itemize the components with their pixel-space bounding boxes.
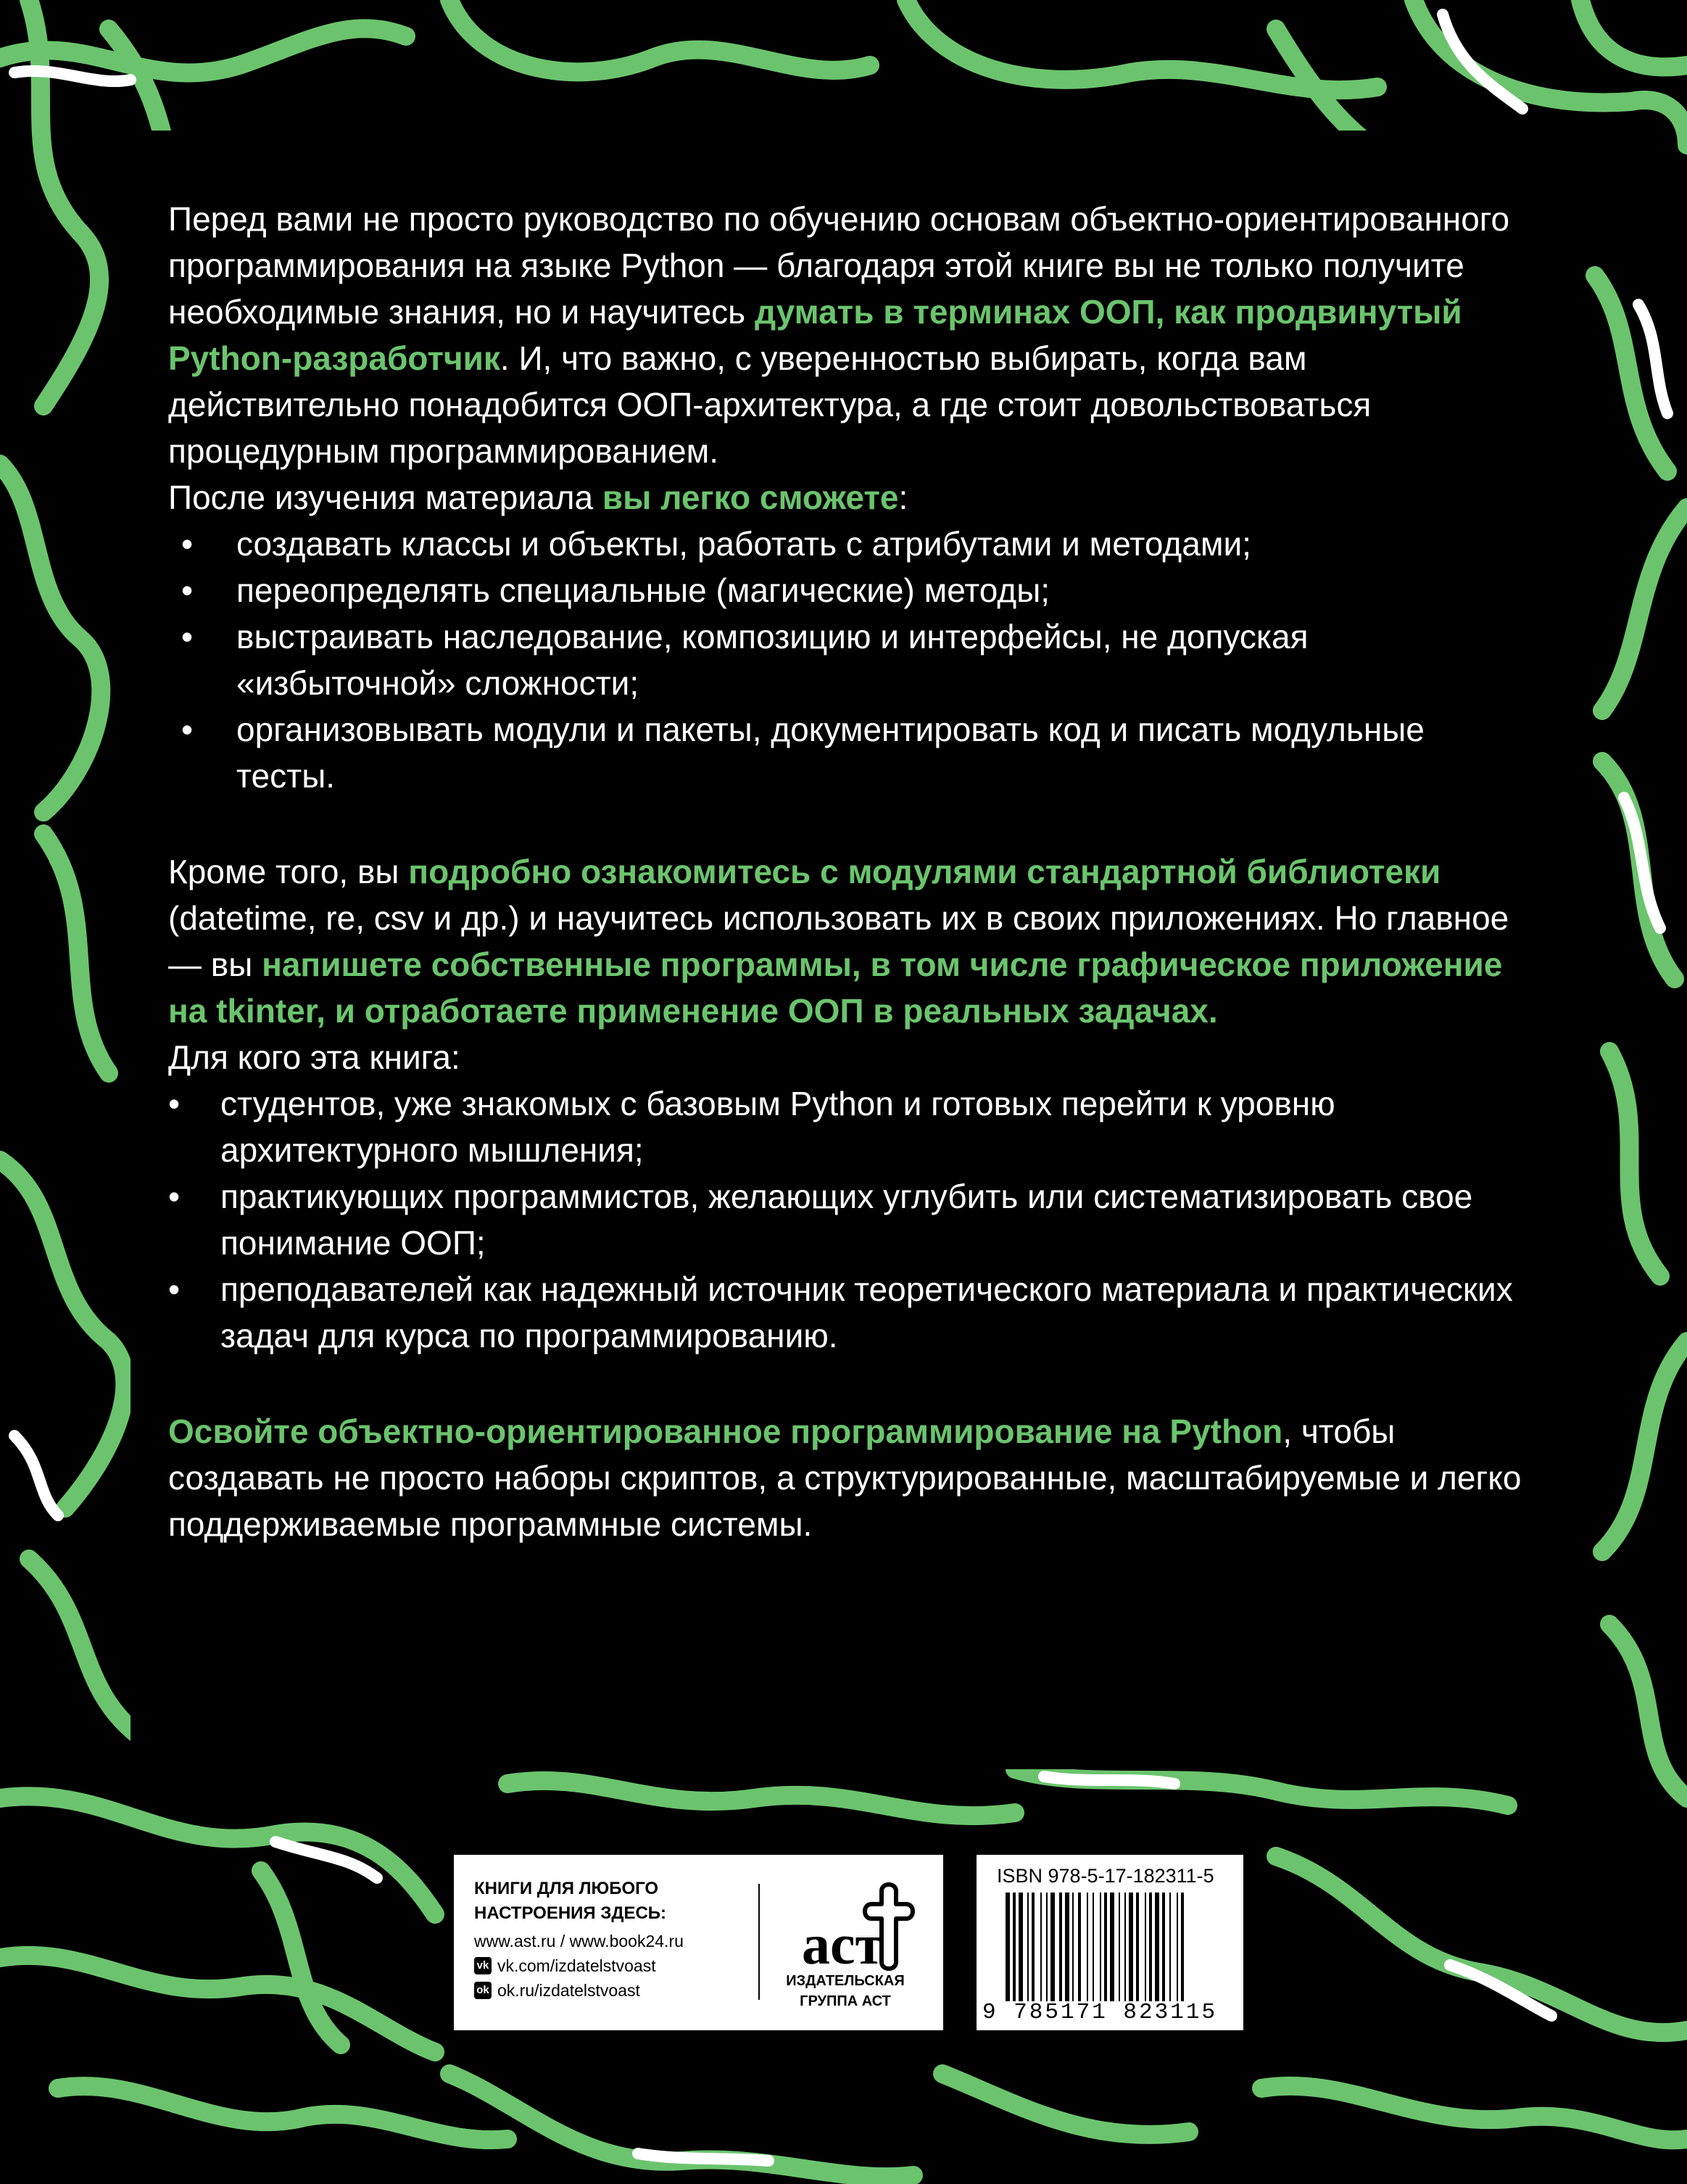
barcode-bar [1124,1893,1126,2001]
skills-lead-text: После изучения материала [168,479,602,516]
intro-text-end: . И, что важно, с уверенностью выбирать, когда вам действительно понадобится ООП-архитектура, а где стоит довольствоваться процедурным программированием. [168,339,1372,470]
skills-section [168,474,1531,799]
isbn-panel [977,1855,1243,2030]
audience-list [168,1080,1531,1359]
barcode-bar [1078,1893,1081,2001]
barcode-bar [1104,1893,1107,2001]
barcode-bar [1065,1893,1069,2001]
skills-lead [168,474,1531,521]
vk-link[interactable] [474,1953,764,1978]
library-text: Кроме того, вы [168,853,409,890]
ok-icon: ok [474,1982,492,1999]
closing-paragraph [168,1408,1531,1547]
vk-icon: vk [474,1957,492,1974]
closing-text: , чтобы создавать не просто наборы скриптов, а структурированные, масштабируемые и легко поддерживаемые программные системы. [168,1412,1522,1543]
list-item: • студентов, уже знакомых с базовым Python и готовых перейти к уровню архитектурного мышления; [168,1080,1531,1173]
barcode-bar [1046,1893,1048,2001]
panel-divider [758,1884,760,2000]
library-highlight-1: подробно ознакомитесь с модулями стандартной библиотеки [408,853,1441,890]
barcode-bar [1100,1893,1101,2001]
intro-paragraph [168,196,1531,474]
publisher-heading-line2: НАСТРОЕНИЯ ЗДЕСЬ: [474,1903,667,1923]
publisher-name-line1: ИЗДАТЕЛЬСКАЯ [786,1973,905,1989]
publisher-info [474,1877,764,2003]
barcode-bar [1155,1893,1159,2001]
skills-lead-colon: : [898,479,908,516]
vk-link-text: vk.com/izdatelstvoast [497,1956,656,1975]
barcode-bar [1050,1893,1055,2001]
audience-lead: Для кого эта книга: [168,1038,460,1076]
library-highlight-2: напишете собственные программы, в том числе графическое приложение на tkinter, и отработаете применение ООП в реальных задачах. [168,946,1503,1030]
barcode-bar [1006,1893,1010,2001]
barcode-bar [1110,1893,1114,2001]
barcode-bar [1040,1893,1042,2001]
barcode-bar [1093,1893,1094,2001]
ast-logo-text: аст [802,1913,883,1976]
publisher-sites-link[interactable]: www.ast.ru / www.book24.ru [474,1932,684,1951]
barcode-bar [1181,1893,1184,2001]
barcode-bar [1027,1893,1029,2001]
barcode-bar [1032,1893,1035,2001]
list-item: • организовывать модули и пакеты, документировать код и писать модульные тесты. [168,706,1531,799]
barcode-bar [1013,1893,1016,2001]
isbn-label: ISBN 978-5-17-182311-5 [997,1865,1214,1887]
skills-list [168,521,1531,799]
publisher-name-line2: ГРУППА АСТ [800,1993,891,2009]
intro-highlight: думать в терминах ООП, как продвинутый Python-разработчик [168,293,1462,377]
barcode-bar [1169,1893,1171,2001]
isbn-digits: 9 785171 823115 [982,2000,1218,2025]
audience-section [168,1034,1531,1359]
library-text-2: (datetime, re, csv и др.) и научитесь использовать их в своих приложениях. Но главное — вы [168,899,1509,983]
list-item: • преподавателей как надежный источник теоретического материала и практических задач для курса по программированию. [168,1266,1531,1359]
barcode-bar [1087,1893,1088,2001]
barcode-bar [1162,1893,1165,2001]
description-text [168,196,1531,1547]
barcode-bar [1019,1893,1023,2001]
intro-text: Перед вами не просто руководство по обучению основам объектно-ориентированного программирования на языке Python — благодаря этой книге вы не только получите необходимые знания, но и научитесь [168,200,1510,331]
publisher-heading [474,1877,764,1926]
list-item: • переопределять специальные (магические) методы; [168,567,1531,613]
publisher-name [773,1971,918,2011]
barcode-bar [1149,1893,1152,2001]
barcode-bar [1119,1893,1120,2001]
list-item: • создавать классы и объекты, работать с атрибутами и методами; [168,521,1531,567]
ok-link[interactable] [474,1978,764,2003]
closing-highlight: Освойте объектно-ориентированное программирование на Python [168,1412,1283,1450]
publisher-heading-line1: КНИГИ ДЛЯ ЛЮБОГО [474,1879,659,1898]
barcode-bar [1059,1893,1062,2001]
list-item: • практикующих программистов, желающих углубить или систематизировать свое понимание ООП; [168,1173,1531,1266]
barcode-bar [1177,1893,1178,2001]
skills-lead-highlight: вы легко сможете [602,479,899,516]
barcode-bar [1136,1893,1139,2001]
library-paragraph [168,848,1531,1034]
list-item: • выстраивать наследование, композицию и интерфейсы, не допуская «избыточной» сложности; [168,613,1531,706]
barcode-bar [1145,1893,1146,2001]
publisher-panel [454,1855,943,2030]
ok-link-text: ok.ru/izdatelstvoast [497,1981,640,2000]
barcode-bar [1072,1893,1074,2001]
barcode-image [1006,1893,1230,2001]
barcode-bar [1129,1893,1133,2001]
